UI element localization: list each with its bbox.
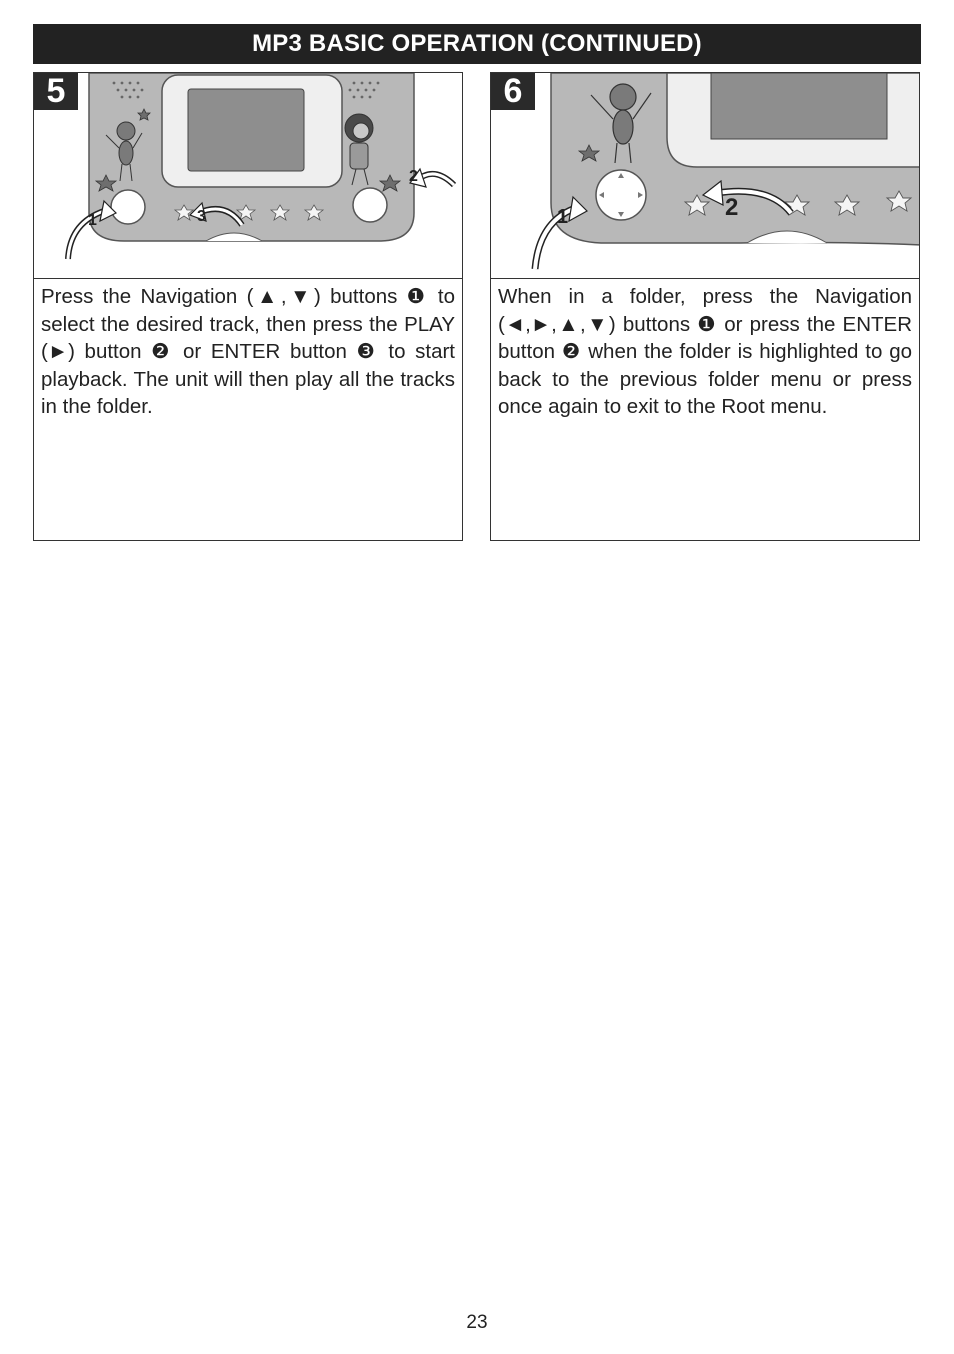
device-illustration [491, 73, 919, 279]
step-number: 6 [491, 73, 535, 110]
page-number: 23 [466, 1312, 488, 1333]
page-header [33, 24, 921, 64]
step-number: 5 [34, 73, 78, 110]
step-6-instructions: When in a folder, press the Navigation (◄,►,▲,▼) buttons ❶ or press the ENTER button ❷ when the folder is highlighted to go back to the previous folder menu or press once again to exit to the Root menu. [498, 285, 912, 418]
step-5-instructions: Press the Navigation (▲,▼) buttons ❶ to select the desired track, then press the PLAY (►) button ❷ or ENTER button ❸ to start playback. The unit will then play all the tracks in the folder. [41, 285, 455, 418]
callout-2: 2 [409, 168, 418, 185]
callout-1: 1 [557, 206, 569, 228]
step-5-panel [33, 72, 463, 541]
step-6-panel [490, 72, 920, 541]
callout-2: 2 [725, 194, 739, 221]
page-title: MP3 BASIC OPERATION (CONTINUED) [252, 30, 702, 57]
callout-3: 3 [197, 208, 206, 225]
device-illustration [34, 73, 462, 279]
callout-1: 1 [88, 212, 97, 229]
